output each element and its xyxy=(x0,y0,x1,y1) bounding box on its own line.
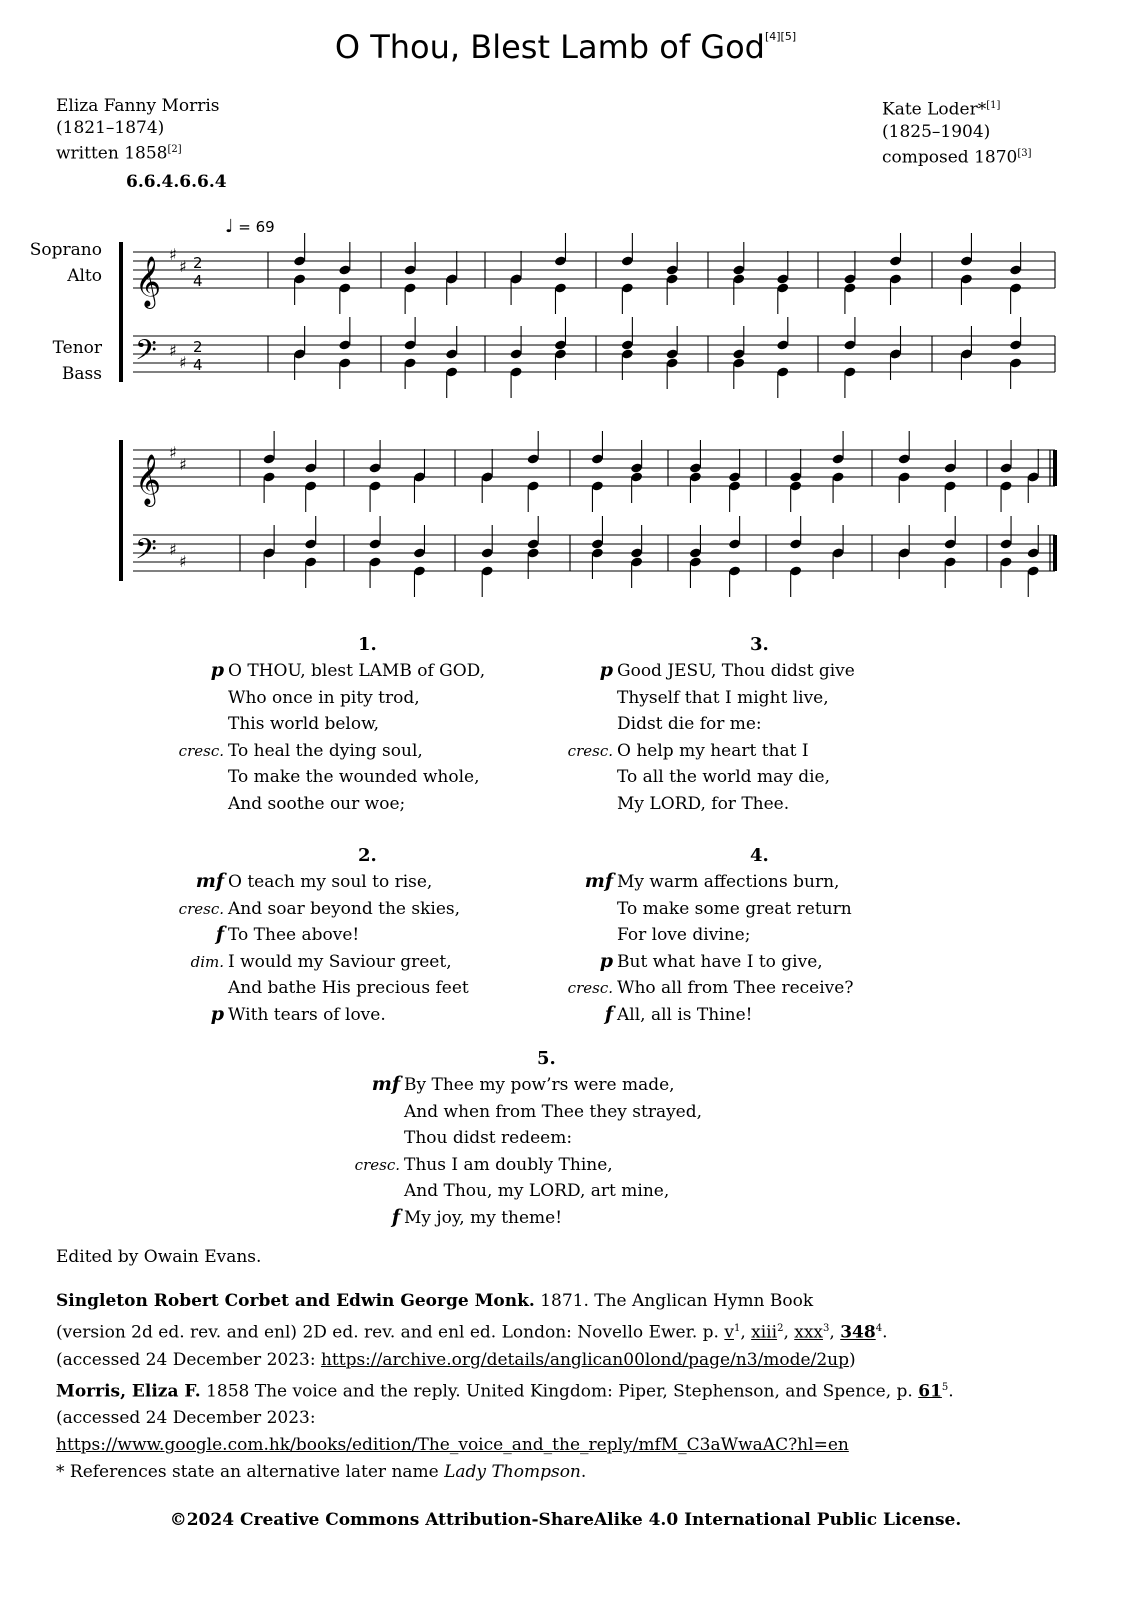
dynamic-marking: p xyxy=(210,1002,224,1025)
license: ©2024 Creative Commons Attribution-ShareAlike 4.0 International Public License. xyxy=(169,1510,962,1530)
reference-1-details: (version 2d ed. rev. and enl) 2D ed. rev. and enl ed. London: Novello Ewer. p. $v^1$, xiii$^2$, xxx$^3$, $348^4$. xyxy=(56,1322,888,1343)
dynamic-marking: p xyxy=(599,659,613,681)
verse-text: O help my heart that I xyxy=(617,740,809,761)
voice-label-soprano: Soprano xyxy=(29,240,102,260)
treble-clef-icon: 𝄞 xyxy=(135,454,162,505)
verse-text: For love divine; xyxy=(617,925,751,945)
quarter-note-icon: ♩ xyxy=(225,216,234,237)
dynamic-marking: cresc. xyxy=(354,1155,400,1174)
page-title: O Thou, Blest Lamb of God[4][5] xyxy=(334,28,797,66)
verse-text: With tears of love. xyxy=(228,1004,386,1025)
reference-url[interactable]: https://archive.org/details/anglican00lond/page/n3/mode/2up xyxy=(320,1349,849,1370)
verse-text: And Thou, my LORD, art mine, xyxy=(404,1181,670,1201)
bass-clef-icon: 𝄢 xyxy=(135,533,157,573)
reference-url[interactable]: https://www.google.com.hk/books/edition/The_voice_and_the_reply/mfM_C3aWwaAC?hl=en xyxy=(56,1435,849,1456)
verse-number: 2. xyxy=(358,845,377,866)
sharp-icon: ♯ xyxy=(169,341,177,360)
final-barline xyxy=(1053,450,1057,486)
verse-text: Thus I am doubly Thine, xyxy=(404,1154,613,1175)
reference-note: * References state an alternative later name Lady Thompson. xyxy=(56,1462,587,1483)
meter: 6.6.4.6.6.4 xyxy=(126,172,227,192)
verse-text: Thou didst redeem: xyxy=(404,1128,573,1148)
verse-text: Good JESU, Thou didst give xyxy=(617,661,855,681)
verse-text: O teach my soul to rise, xyxy=(228,872,433,892)
dynamic-marking: mf xyxy=(371,1073,400,1095)
verse-text: And soar beyond the skies, xyxy=(228,898,461,919)
dynamic-marking: mf xyxy=(195,870,224,892)
time-signature: 2 xyxy=(193,254,203,272)
dynamic-marking: p xyxy=(599,949,613,972)
time-signature: 4 xyxy=(193,272,203,290)
dynamic-marking: mf xyxy=(584,870,613,892)
dynamic-marking: dim. xyxy=(190,952,224,971)
editor-credit: Edited by Owain Evans. xyxy=(56,1247,262,1267)
dynamic-marking: cresc. xyxy=(178,899,224,918)
page-link[interactable]: xxx xyxy=(794,1322,824,1343)
verse-text: O THOU, blest LAMB of GOD, xyxy=(228,661,486,681)
sharp-icon: ♯ xyxy=(169,245,177,264)
author-written: written 1858[2] xyxy=(56,143,182,164)
sharp-icon: ♯ xyxy=(169,540,177,559)
page-link[interactable]: xiii xyxy=(751,1322,778,1343)
composer-name: Kate Loder*[1] xyxy=(882,99,1001,120)
verse-text: Who all from Thee receive? xyxy=(617,978,854,998)
voice-label-alto: Alto xyxy=(67,266,102,286)
tempo-marking: ♩ = 69 xyxy=(225,216,275,237)
bass-clef-icon: 𝄢 xyxy=(135,334,157,374)
references xyxy=(56,1288,1086,1486)
author-name: Eliza Fanny Morris xyxy=(56,96,220,116)
sharp-icon: ♯ xyxy=(179,455,187,474)
verse-text: And bathe His precious feet xyxy=(228,978,469,998)
dynamic-marking: cresc. xyxy=(567,979,613,997)
verse-text: My joy, my theme! xyxy=(404,1207,563,1228)
sharp-icon: ♯ xyxy=(179,552,187,571)
time-signature: 2 xyxy=(193,338,203,356)
final-barline xyxy=(1053,535,1057,571)
verse-text: Didst die for me: xyxy=(617,714,762,734)
verse-text: Thyself that I might live, xyxy=(617,687,829,708)
treble-clef-icon: 𝄞 xyxy=(135,256,162,307)
dynamic-marking: f xyxy=(215,923,224,945)
verse-number: 3. xyxy=(750,634,769,655)
sharp-icon: ♯ xyxy=(179,353,187,372)
reference-1: Singleton Robert Corbet and Edwin George Monk. 1871. The Anglican Hymn Book xyxy=(56,1291,814,1311)
verse-text: And soothe our woe; xyxy=(228,793,406,814)
verse-text: All, all is Thine! xyxy=(617,1004,753,1025)
author-dates: (1821–1874) xyxy=(56,118,165,138)
verse-text: To Thee above! xyxy=(228,925,360,945)
voice-label-tenor: Tenor xyxy=(52,338,102,358)
verse-text: This world below, xyxy=(228,714,380,734)
verse-text: My warm affections burn, xyxy=(617,872,840,892)
verse-number: 1. xyxy=(358,634,377,655)
verse-text: But what have I to give, xyxy=(617,951,823,972)
music-score xyxy=(0,0,1131,620)
page-link[interactable]: 61 xyxy=(918,1381,942,1402)
dynamic-marking: cresc. xyxy=(567,741,613,760)
dynamic-marking: p xyxy=(210,659,224,681)
voice-label-bass: Bass xyxy=(61,364,102,384)
verse-text: To make some great return xyxy=(617,898,852,919)
score-staves xyxy=(121,233,1057,597)
verse-text: To heal the dying soul, xyxy=(228,740,423,761)
dynamic-marking: f xyxy=(391,1205,400,1228)
verse-text: My LORD, for Thee. xyxy=(617,793,790,814)
reference-2: Morris, Eliza F. 1858 The voice and the reply. United Kingdom: Piper, Stephenson, and Spence, p. $61^5$. xyxy=(56,1381,954,1402)
reference-2-url xyxy=(56,1432,1086,1459)
page-link[interactable]: v xyxy=(724,1322,734,1343)
reference-1-access: (accessed 24 December 2023: https://archive.org/details/anglican00lond/page/n3/mode/2up) xyxy=(56,1349,856,1370)
verse-number: 5. xyxy=(537,1048,556,1069)
verse-number: 4. xyxy=(750,845,769,866)
verse-text: I would my Saviour greet, xyxy=(228,951,452,972)
verse-text: Who once in pity trod, xyxy=(228,687,420,708)
verse-text: To all the world may die, xyxy=(617,767,830,787)
composer-composed: composed 1870[3] xyxy=(882,147,1032,168)
dynamic-marking: cresc. xyxy=(178,741,224,760)
sharp-icon: ♯ xyxy=(169,443,177,462)
verse-text: By Thee my pow’rs were made, xyxy=(404,1075,675,1095)
page-link[interactable]: 348 xyxy=(840,1322,876,1343)
composer-dates: (1825–1904) xyxy=(882,121,991,142)
reference-2-access: (accessed 24 December 2023: xyxy=(56,1408,316,1429)
dynamic-marking: f xyxy=(604,1002,613,1025)
verse-text: To make the wounded whole, xyxy=(228,767,480,787)
verse-text: And when from Thee they strayed, xyxy=(404,1101,703,1122)
sharp-icon: ♯ xyxy=(179,257,187,276)
time-signature: 4 xyxy=(193,356,203,374)
